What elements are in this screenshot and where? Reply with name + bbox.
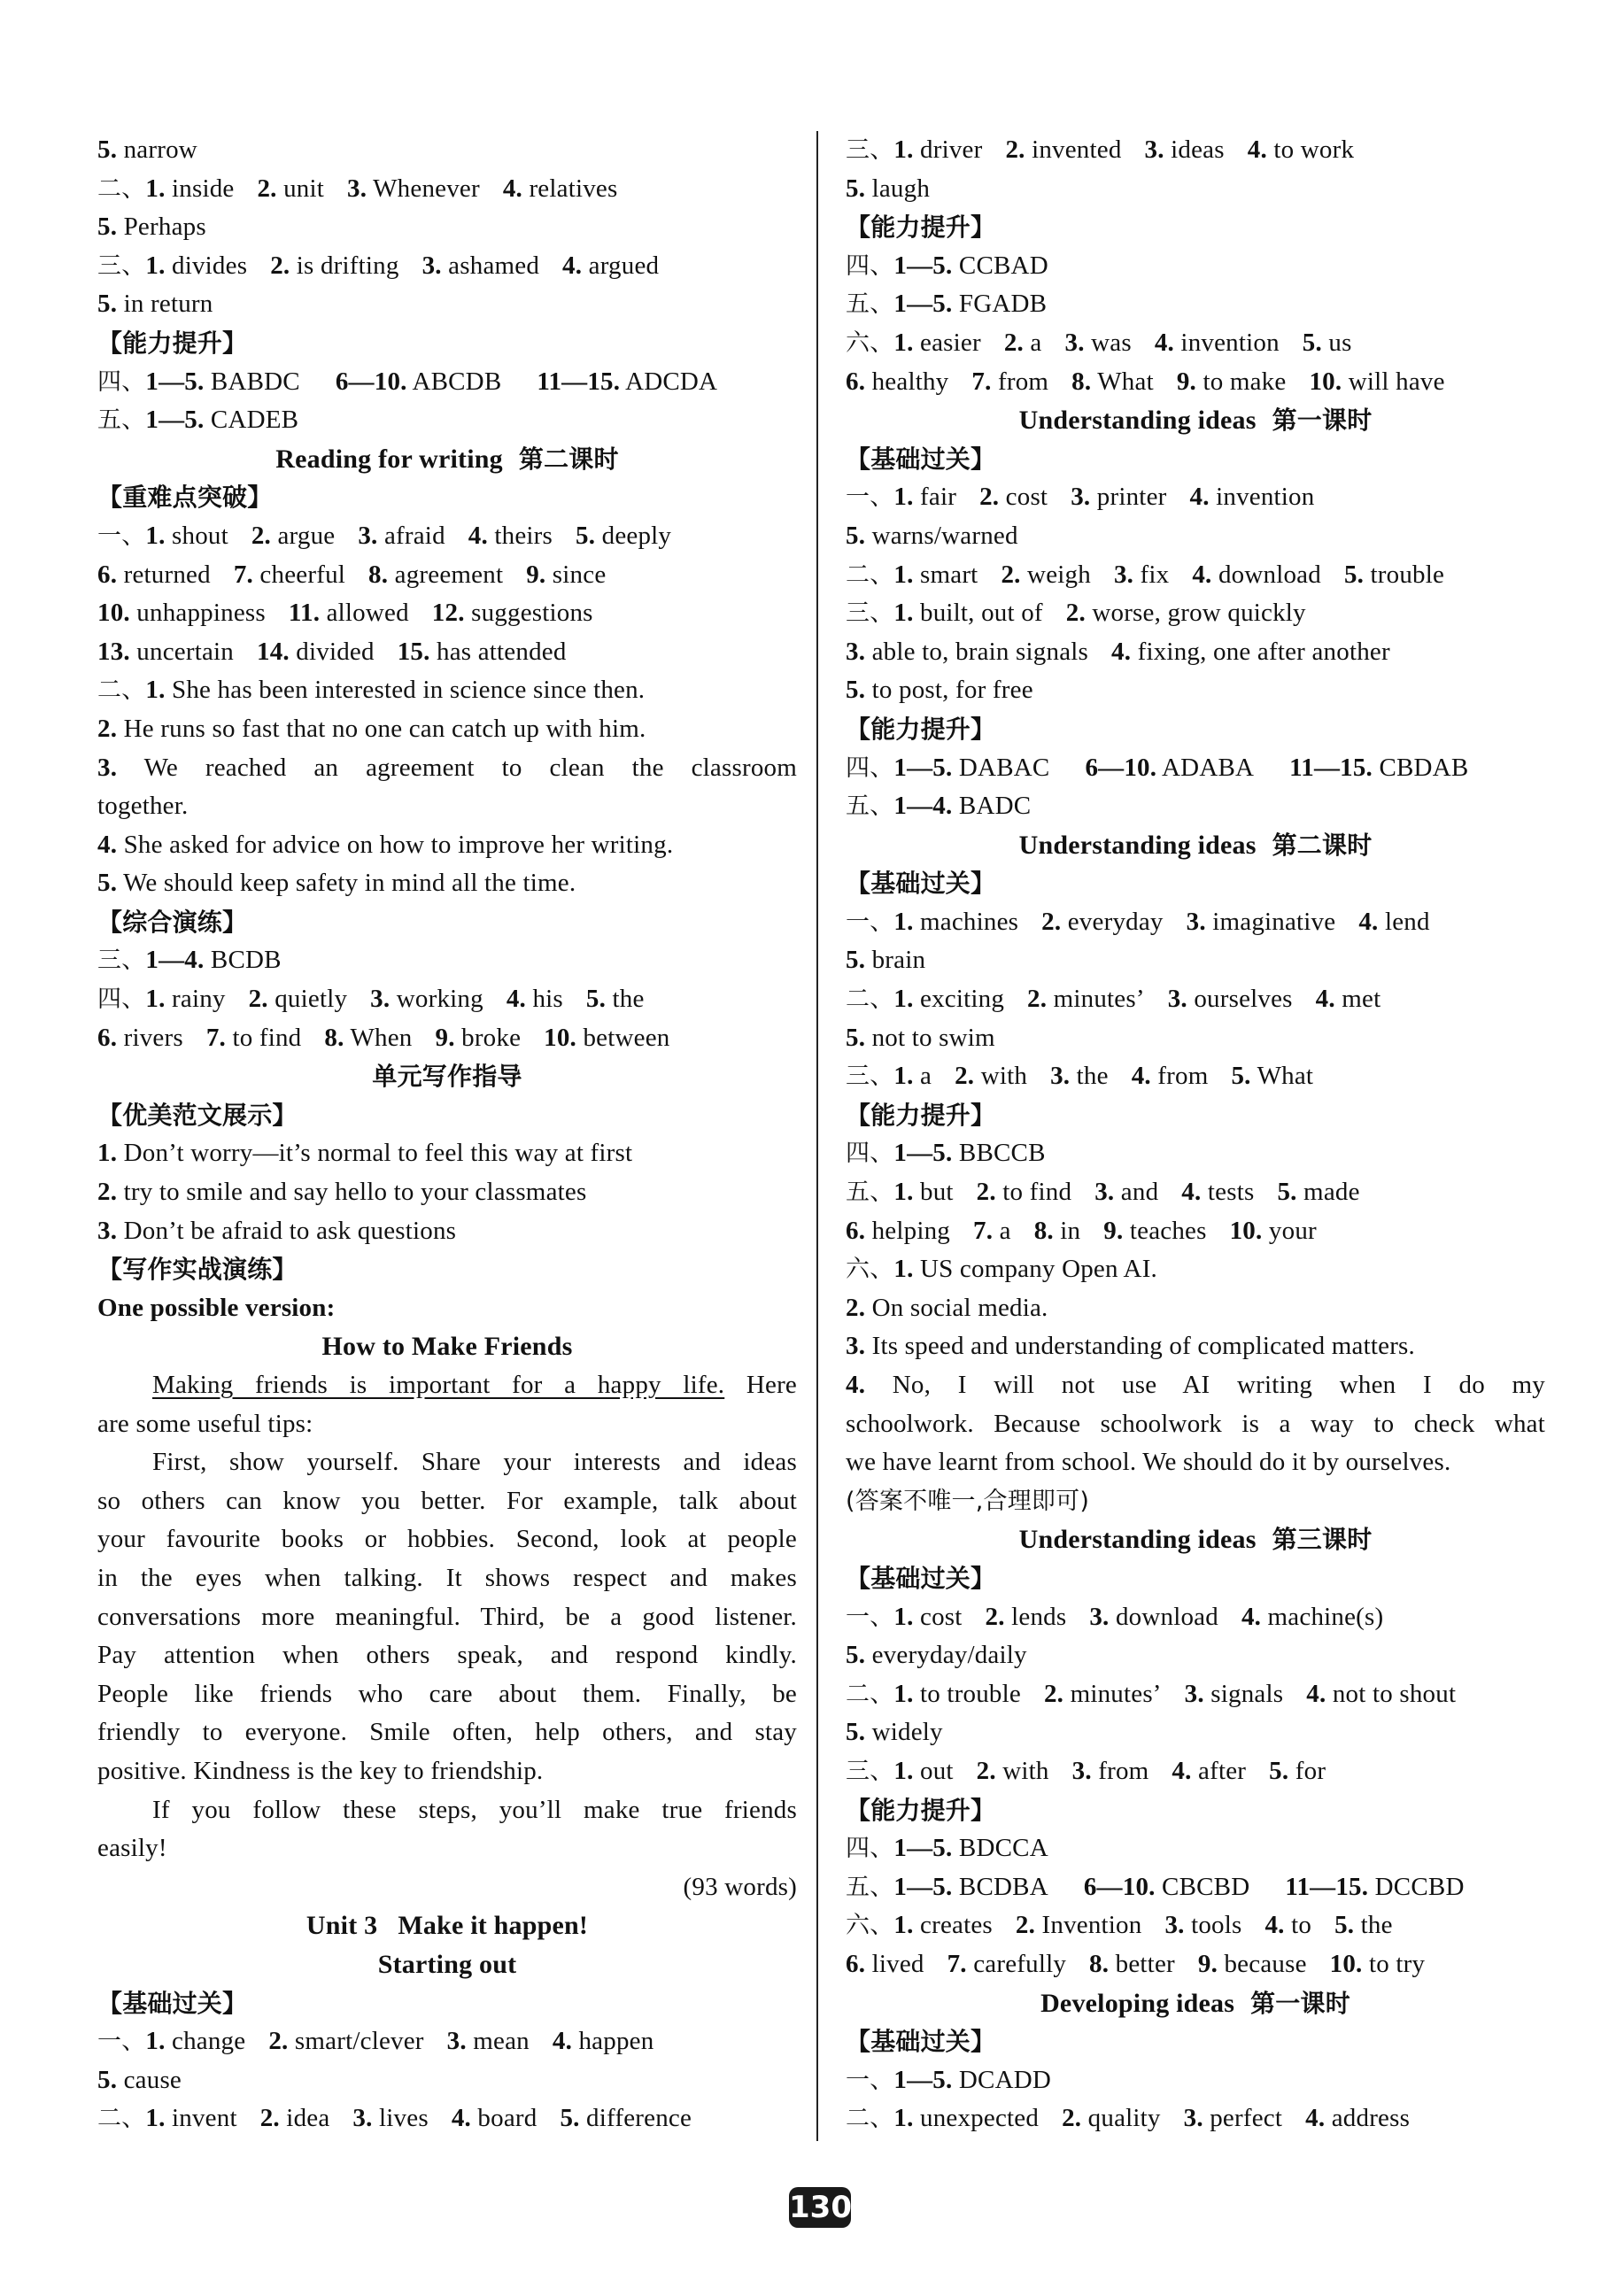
answer-line: 13. uncertain 14. divided 15. has attended: [97, 637, 567, 666]
answer-line: 5. not to swim: [846, 1023, 995, 1052]
essay-title: How to Make Friends: [321, 1332, 573, 1362]
answer-line: 6. lived 7. carefully 8. better 9. because 10. to try: [846, 1949, 1426, 1978]
answer-line: 3. We reached an agreement to clean the classroom: [97, 753, 797, 782]
answer-line: 五、1—5. BCDBA 6—10. CBCBD 11—15. DCCBD: [846, 1872, 1465, 1901]
answer-line: 6. helping 7. a 8. in 9. teaches 10. your: [846, 1216, 1317, 1245]
answer-line: 一、1. machines 2. everyday 3. imaginative 4. lend: [846, 907, 1430, 936]
answer-line: 三、1. a 2. with 3. the 4. from 5. What: [846, 1062, 1314, 1091]
lesson-heading: Reading for writing 第二课时: [275, 444, 619, 474]
unit-title: Unit 3 Make it happen!: [305, 1911, 589, 1941]
answer-line-continued: together.: [97, 792, 189, 821]
answer-line: 三、1. driver 2. invented 3. ideas 4. to work: [846, 135, 1355, 164]
section-label: 【能力提升】: [846, 213, 996, 243]
section-label: 【基础过关】: [846, 869, 996, 899]
answer-line: 三、1. divides 2. is drifting 3. ashamed 4. argued: [97, 251, 660, 280]
answer-line: 五、1. but 2. to find 3. and 4. tests 5. made: [846, 1178, 1360, 1207]
section-label: 【能力提升】: [846, 714, 996, 744]
answer-line: 三、1. built, out of 2. worse, grow quickly: [846, 599, 1306, 628]
answer-line: 四、1—5. BDCCA: [846, 1834, 1048, 1863]
answer-line: 5. laugh: [846, 174, 931, 203]
answer-line: 5. in return: [97, 290, 213, 319]
answer-line: 6. returned 7. cheerful 8. agreement 9. since: [97, 560, 607, 589]
lesson-heading: Understanding ideas 第二课时: [1018, 830, 1373, 860]
answer-line-continued: we have learnt from school. We should do it by ourselves.: [846, 1448, 1451, 1477]
answer-line: 4. No, I will not use AI writing when I do my: [846, 1371, 1545, 1399]
essay-line: are some useful tips:: [97, 1409, 313, 1438]
essay-line: If you follow these steps, you’ll make true friends: [152, 1795, 797, 1824]
lesson-heading: Understanding ideas 第三课时: [1018, 1525, 1373, 1555]
answer-line: 5. cause: [97, 2065, 182, 2094]
answer-line: 3. Its speed and understanding of complicated matters.: [846, 1332, 1415, 1361]
lesson-heading: Developing ideas 第一课时: [1040, 1988, 1350, 2018]
answer-line: 5. widely: [846, 1718, 943, 1747]
answer-line: 10. unhappiness 11. allowed 12. suggestions: [97, 599, 593, 628]
column-divider: [816, 131, 818, 2141]
section-label: 【能力提升】: [846, 1795, 996, 1825]
answer-line: 四、1—5. BABDC 6—10. ABCDB 11—15. ADCDA: [97, 367, 718, 396]
answer-line: 二、1. to trouble 2. minutes’ 3. signals 4. not to shout: [846, 1679, 1457, 1708]
answer-line: 3. Don’t be afraid to ask questions: [97, 1216, 457, 1245]
essay-line: Making friends is important for a happy life. Here: [152, 1371, 797, 1399]
answer-line: 一、1. change 2. smart/clever 3. mean 4. happen: [97, 2027, 654, 2056]
answer-line: 五、1—4. BADC: [846, 792, 1032, 821]
answer-line: 五、1—5. FGADB: [846, 290, 1048, 319]
essay-line: friendly to everyone. Smile often, help others, and stay: [97, 1718, 797, 1747]
answer-line: 四、1—5. DABAC 6—10. ADABA 11—15. CBDAB: [846, 753, 1469, 782]
answer-line: 5. narrow: [97, 135, 197, 164]
answer-line-continued: schoolwork. Because schoolwork is a way to check what: [846, 1409, 1545, 1438]
essay-line: in the eyes when talking. It shows respect and makes: [97, 1563, 797, 1592]
answer-line: 5. brain: [846, 946, 926, 975]
right-column: [846, 131, 1545, 2138]
answer-line: 一、1. shout 2. argue 3. afraid 4. theirs 5. deeply: [97, 521, 672, 550]
answer-line: 5. to post, for free: [846, 676, 1033, 705]
answer-line: 6. rivers 7. to find 8. When 9. broke 10. between: [97, 1023, 670, 1052]
answer-line: 一、1. cost 2. lends 3. download 4. machine(s): [846, 1602, 1384, 1631]
answer-line: 四、1—5. CCBAD: [846, 251, 1048, 280]
answer-line: 2. On social media.: [846, 1293, 1048, 1322]
essay-line: positive. Kindness is the key to friendship.: [97, 1756, 544, 1785]
answer-line: 二、1. exciting 2. minutes’ 3. ourselves 4. met: [846, 985, 1381, 1014]
answer-line: 三、1. out 2. with 3. from 4. after 5. for: [846, 1756, 1326, 1785]
answer-line: 2. He runs so fast that no one can catch up with him.: [97, 714, 646, 743]
answer-line: 三、1—4. BCDB: [97, 946, 282, 975]
answer-line: 四、1. rainy 2. quietly 3. working 4. his 5. the: [97, 985, 645, 1014]
section-label: 【综合演练】: [97, 907, 248, 937]
section-label: 【重难点突破】: [97, 483, 273, 513]
answer-line: 6. healthy 7. from 8. What 9. to make 10. will have: [846, 367, 1445, 396]
answer-line: 六、1. creates 2. Invention 3. tools 4. to 5. the: [846, 1911, 1393, 1940]
essay-line: so others can know you better. For example, talk about: [97, 1486, 797, 1515]
section-label: 【能力提升】: [97, 328, 248, 358]
lesson-heading: Starting out: [377, 1949, 517, 1979]
answer-line: 五、1—5. CADEB: [97, 406, 299, 435]
answer-line: 一、1. fair 2. cost 3. printer 4. invention: [846, 483, 1315, 512]
section-label: 【基础过关】: [846, 444, 996, 474]
answer-line: 六、1. US company Open AI.: [846, 1255, 1157, 1284]
answer-line: 3. able to, brain signals 4. fixing, one after another: [846, 637, 1390, 666]
answer-line: 六、1. easier 2. a 3. was 4. invention 5. us: [846, 328, 1352, 357]
section-label: 【基础过关】: [97, 1988, 248, 2018]
section-label: 【优美范文展示】: [97, 1100, 298, 1130]
possible-version-label: One possible version:: [97, 1293, 336, 1322]
section-label: 【基础过关】: [846, 2027, 996, 2057]
section-label: 【基础过关】: [846, 1563, 996, 1593]
answer-line: 二、1. unexpected 2. quality 3. perfect 4. address: [846, 2104, 1411, 2133]
answer-note: (答案不唯一,合理即可): [846, 1487, 1090, 1515]
answer-line: 5. Perhaps: [97, 213, 206, 242]
answer-line: 二、1. smart 2. weigh 3. fix 4. download 5. trouble: [846, 560, 1445, 589]
answer-line: 二、1. She has been interested in science since then.: [97, 676, 646, 705]
essay-line: First, show yourself. Share your interests and ideas: [152, 1448, 797, 1477]
page-number: 130: [789, 2187, 851, 2228]
essay-line: your favourite books or hobbies. Second, look at people: [97, 1525, 797, 1554]
section-label: 【能力提升】: [846, 1100, 996, 1130]
answer-line: 二、1. inside 2. unit 3. Whenever 4. relatives: [97, 174, 618, 203]
answer-line: 二、1. invent 2. idea 3. lives 4. board 5. difference: [97, 2104, 692, 2133]
unit-writing-heading: 单元写作指导: [372, 1062, 522, 1092]
section-label: 【写作实战演练】: [97, 1255, 298, 1285]
answer-line: 4. She asked for advice on how to improve her writing.: [97, 830, 674, 859]
answer-line: 5. warns/warned: [846, 521, 1018, 550]
essay-line: easily!: [97, 1834, 167, 1863]
answer-line: 5. everyday/daily: [846, 1641, 1027, 1670]
left-column: [97, 131, 797, 2138]
word-count: (93 words): [683, 1872, 797, 1901]
answer-line: 一、1—5. DCADD: [846, 2065, 1052, 2094]
answer-line: 四、1—5. BBCCB: [846, 1139, 1046, 1168]
essay-line: People like friends who care about them. Finally, be: [97, 1679, 797, 1708]
answer-line: 2. try to smile and say hello to your classmates: [97, 1178, 587, 1207]
essay-line: conversations more meaningful. Third, be a good listener.: [97, 1602, 797, 1631]
essay-line: Pay attention when others speak, and respond kindly.: [97, 1641, 797, 1670]
lesson-heading: Understanding ideas 第一课时: [1018, 406, 1373, 436]
answer-line: 5. We should keep safety in mind all the time.: [97, 869, 576, 898]
answer-line: 1. Don’t worry—it’s normal to feel this way at first: [97, 1139, 633, 1168]
